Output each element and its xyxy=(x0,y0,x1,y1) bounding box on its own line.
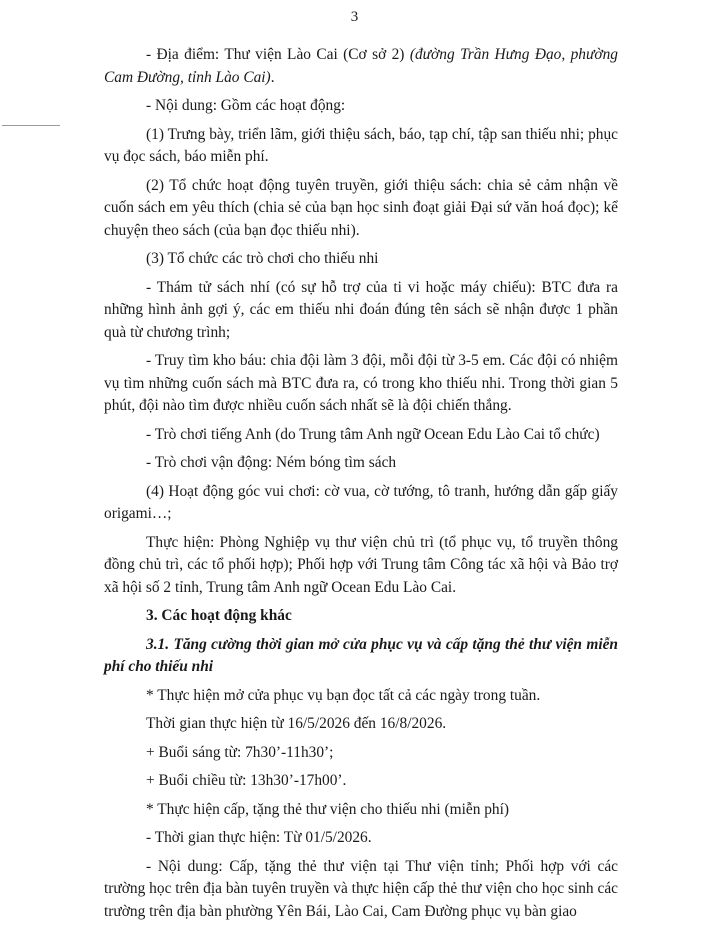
subsection-heading: 3.1. Tăng cường thời gian mở cửa phục vụ và cấp tặng thẻ thư viện miễn phí cho thiếu nhi xyxy=(104,635,618,675)
document-body xyxy=(104,44,618,929)
paragraph-activity-3: (3) Tổ chức các trò chơi cho thiếu nhi xyxy=(146,250,379,267)
paragraph-game-detective: - Thám tử sách nhí (có sự hỗ trợ của ti vi hoặc máy chiếu): BTC đưa ra những hình ảnh gợi ý, các em thiếu nhi đoán đúng tên sách sẽ nhận được 1 phần quà từ chương trình; xyxy=(104,278,618,341)
paragraph-game-movement: - Trò chơi vận động: Ném bóng tìm sách xyxy=(146,454,397,471)
location-paragraph xyxy=(104,44,618,89)
location-address: (đường Trần Hưng Đạo, phường Cam Đường, tỉnh Lào Cai) xyxy=(104,46,618,86)
location-lead: - Địa điểm: Thư viện Lào Cai (Cơ sở 2) xyxy=(146,46,410,63)
paragraph-morning: + Buổi sáng từ: 7h30’-11h30’; xyxy=(146,743,334,761)
page-number: 3 xyxy=(350,9,359,25)
paragraph-activity-2: (2) Tổ chức hoạt động tuyên truyền, giới thiệu sách: chia sẻ cảm nhận về cuốn sách em yêu thích (chia sẻ của bạn học sinh đoạt giải Đại sứ văn hoá đọc); kể chuyện theo sách (của bạn đọc thiếu nhi). xyxy=(104,176,618,239)
paragraph-card-issue: * Thực hiện cấp, tặng thẻ thư viện cho thiếu nhi (miễn phí) xyxy=(146,800,510,818)
paragraph-card-period: - Thời gian thực hiện: Từ 01/5/2026. xyxy=(146,829,372,846)
paragraph-game-treasure: - Truy tìm kho báu: chia đội làm 3 đội, mỗi đội từ 3-5 em. Các đội có nhiệm vụ tìm những cuốn sách mà BTC đưa ra, có trong kho thiếu nhi. Trong thời gian 5 phút, đội nào tìm được nhiều cuốn sách nhất sẽ là đội chiến thắng. xyxy=(104,352,618,414)
paragraph-opening-hours: * Thực hiện mở cửa phục vụ bạn đọc tất cả các ngày trong tuần. xyxy=(146,686,541,704)
section-heading: 3. Các hoạt động khác xyxy=(146,607,292,624)
paragraph-content-intro: - Nội dung: Gồm các hoạt động: xyxy=(146,97,346,114)
paragraph-activity-1: (1) Trưng bày, triển lãm, giới thiệu sách, báo, tạp chí, tập san thiếu nhi; phục vụ đọc sách, báo miễn phí. xyxy=(104,125,618,165)
paragraph-afternoon: + Buổi chiều từ: 13h30’-17h00’. xyxy=(146,772,347,789)
margin-mark xyxy=(2,125,60,126)
paragraph-game-english: - Trò chơi tiếng Anh (do Trung tâm Anh ngữ Ocean Edu Lào Cai tổ chức) xyxy=(146,425,600,443)
paragraph-card-content: - Nội dung: Cấp, tặng thẻ thư viện tại Thư viện tỉnh; Phối hợp với các trường học trên địa bàn tuyên truyền và thực hiện cấp thẻ thư viện cho học sinh các trường trên địa bàn phường Yên Bái, Lào Cai, Cam Đường phục vụ bàn giao xyxy=(104,857,618,920)
paragraph-activity-4: (4) Hoạt động góc vui chơi: cờ vua, cờ tướng, tô tranh, hướng dẫn gấp giấy origami…; xyxy=(104,482,618,522)
paragraph-period: Thời gian thực hiện từ 16/5/2026 đến 16/8/2026. xyxy=(146,715,447,732)
location-tail: . xyxy=(270,68,275,86)
paragraph-implementation: Thực hiện: Phòng Nghiệp vụ thư viện chủ trì (tổ phục vụ, tổ truyền thông đồng chủ trì, các tổ phối hợp); Phối hợp với Trung tâm Công tác xã hội và Bảo trợ xã hội số 2 tỉnh, Trung tâm Anh ngữ Ocean Edu Lào Cai. xyxy=(104,533,618,596)
